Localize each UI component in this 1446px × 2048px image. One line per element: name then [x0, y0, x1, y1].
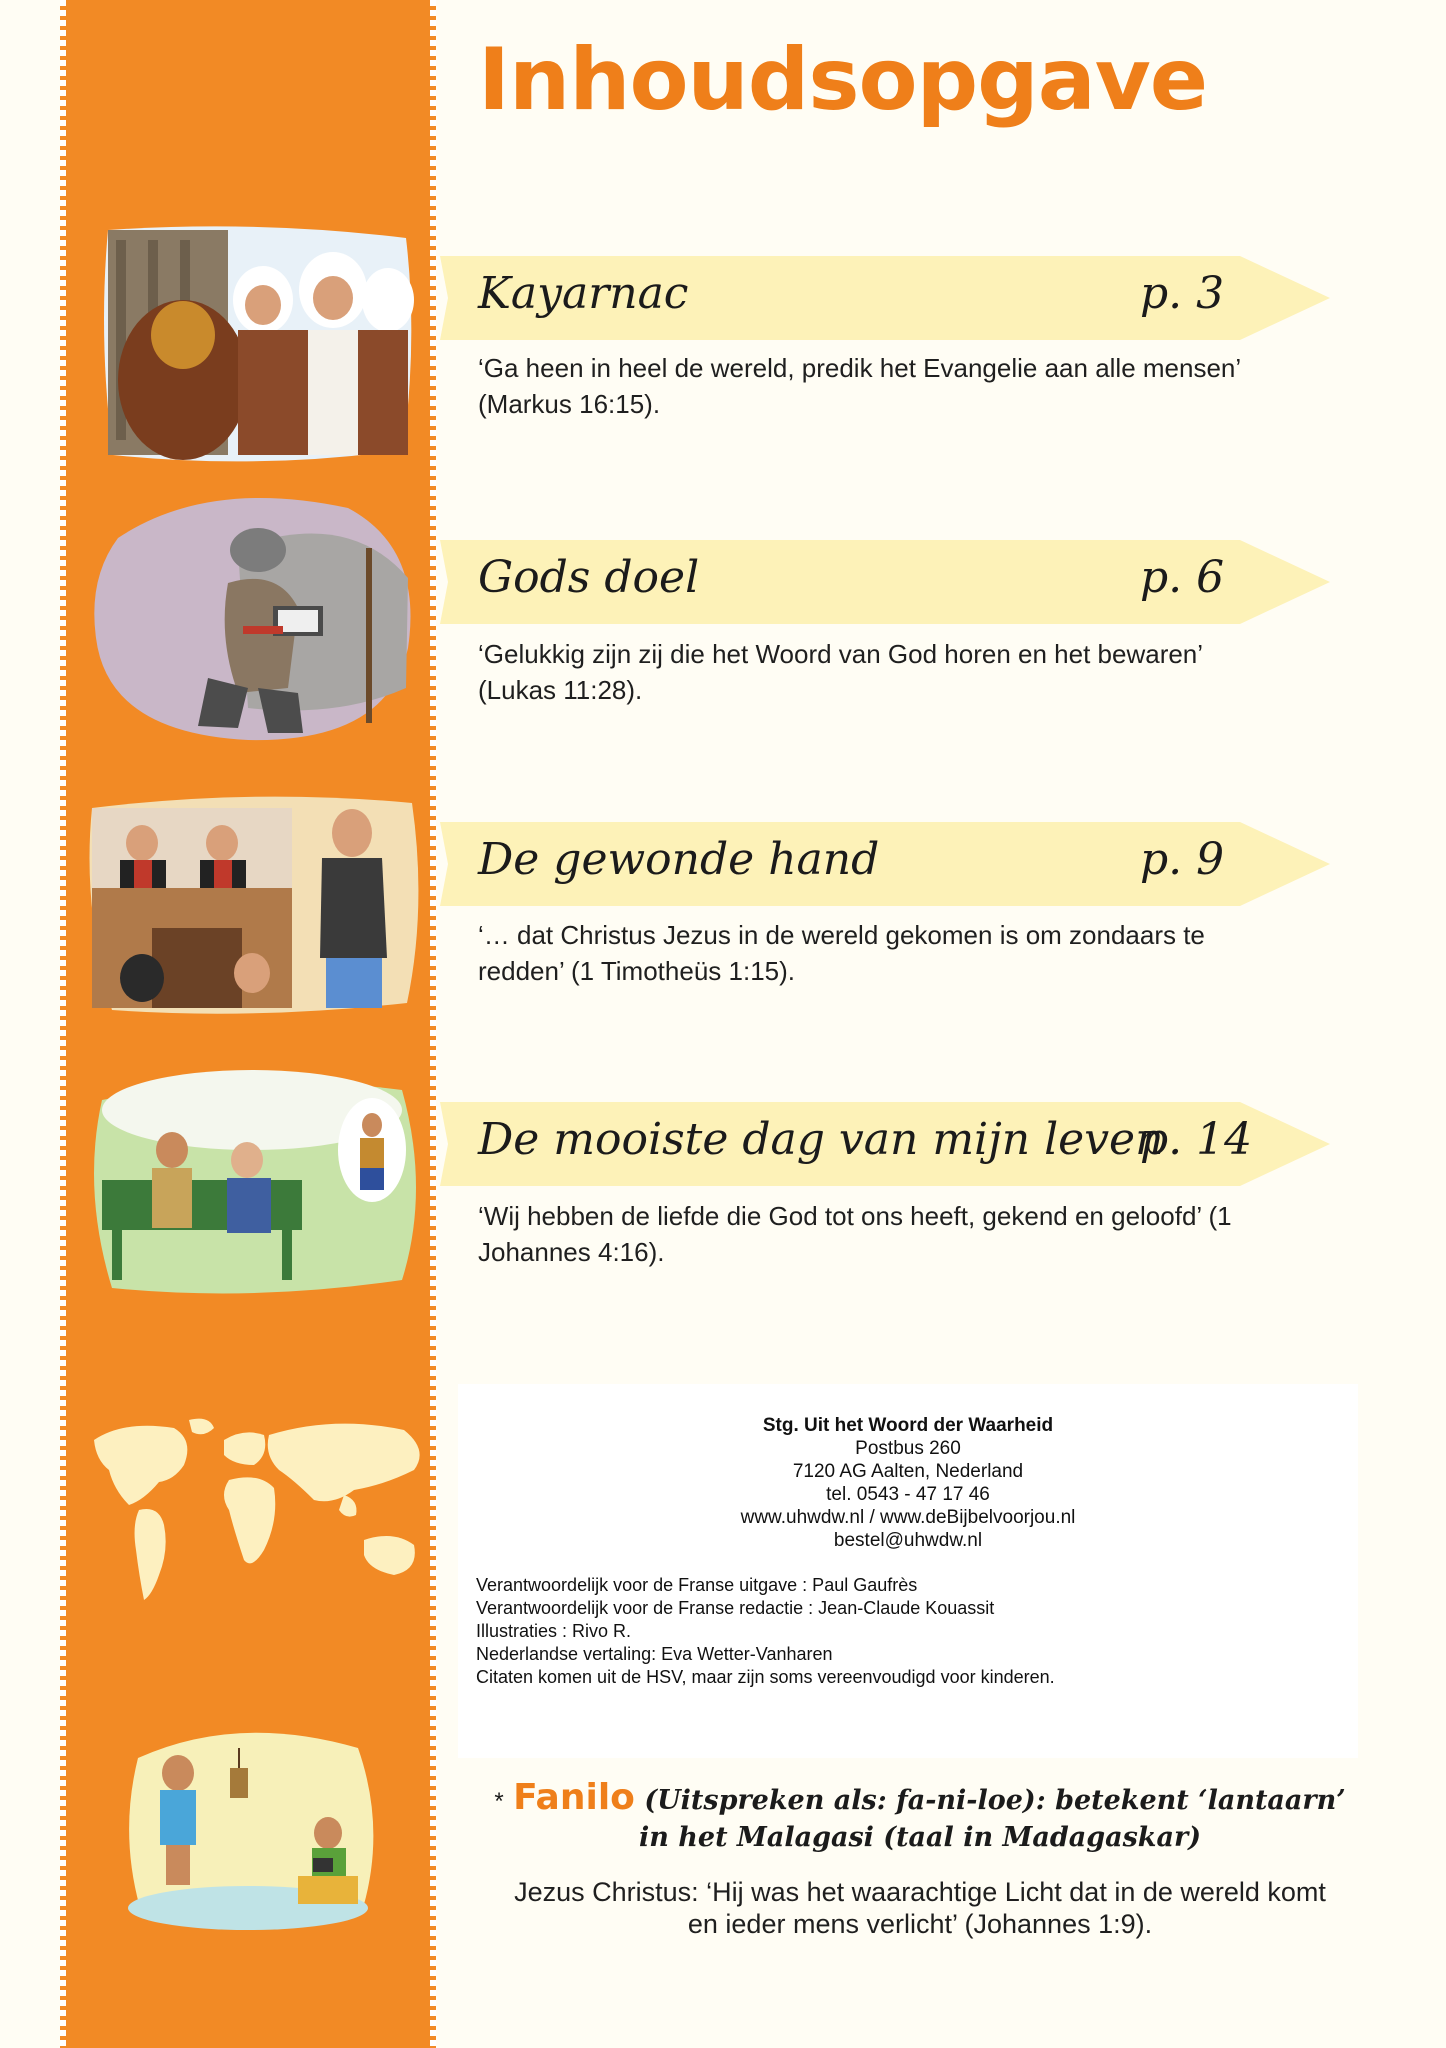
credit-line: Citaten komen uit de HSV, maar zijn soms vereenvoudigd voor kinderen. [476, 1667, 1055, 1687]
publisher-info-box [458, 1384, 1358, 1758]
illustration-kayarnac [88, 220, 418, 468]
toc-entry-verse: ‘Ga heen in heel de wereld, predik het Evangelie aan alle mensen’ (Markus 16:15). [478, 353, 1241, 419]
page-title: Inhoudsopgave [478, 30, 1208, 130]
publisher-postbus: Postbus 260 [855, 1438, 961, 1459]
toc-entry-banner-3[interactable] [440, 822, 1330, 906]
credit-line: Verantwoordelijk voor de Franse redactie : Jean-Claude Kouassit [476, 1598, 995, 1618]
credit-line: Nederlandse vertaling: Eva Wetter-Vanharen [476, 1644, 833, 1664]
fanilo-word: Fanilo [513, 1777, 635, 1818]
toc-entry-page: p. 9 [1140, 834, 1225, 885]
toc-entry-banner-1[interactable] [440, 256, 1330, 340]
publisher-websites[interactable]: www.uhwdw.nl / www.deBijbelvoorjou.nl [740, 1507, 1076, 1528]
toc-entry-banner-4[interactable] [440, 1102, 1330, 1186]
credit-line: Verantwoordelijk voor de Franse uitgave : Paul Gaufrès [476, 1575, 918, 1595]
toc-entry-verse: ‘… dat Christus Jezus in de wereld gekomen is om zondaars te redden’ (1 Timotheüs 1:15). [478, 920, 1205, 986]
toc-entry-verse: ‘Wij hebben de liefde die God tot ons heeft, gekend en geloofd’ (1 Johannes 4:16). [478, 1201, 1232, 1267]
closing-verse-line: en ieder mens verlicht’ (Johannes 1:9). [687, 1909, 1153, 1939]
toc-entry-title: De gewonde hand [478, 834, 880, 885]
toc-entry-title: Gods doel [478, 552, 700, 603]
toc-entry-page: p. 6 [1140, 552, 1225, 603]
publisher-name: Stg. Uit het Woord der Waarheid [762, 1415, 1054, 1436]
illustration-fanilo [118, 1718, 380, 1933]
credits-list [476, 1574, 1055, 1689]
fanilo-language: in het Malagasi (taal in Madagaskar) [638, 1822, 1202, 1853]
closing-verse-line: Jezus Christus: ‘Hij was het waarachtige Licht dat in de wereld komt [514, 1877, 1326, 1907]
publisher-address [458, 1414, 1358, 1552]
toc-entry-verse: ‘Gelukkig zijn zij die het Woord van God horen en het bewaren’ (Lukas 11:28). [478, 639, 1203, 705]
asterisk: * [494, 1788, 504, 1815]
world-map-icon [84, 1410, 434, 1610]
credit-line: Illustraties : Rivo R. [476, 1621, 632, 1641]
sidebar-dotted-border-right [430, 0, 436, 2048]
illustration-de-mooiste-dag [82, 1070, 430, 1300]
toc-entry-banner-2[interactable] [440, 540, 1330, 624]
illustration-gods-doel [88, 488, 418, 750]
closing-verse [470, 1876, 1370, 1940]
toc-entry-page: p. 14 [1140, 1114, 1253, 1165]
toc-entry-title: Kayarnac [478, 268, 689, 319]
toc-entry-title: De mooiste dag van mijn leven [478, 1114, 1164, 1165]
toc-entry-page: p. 3 [1140, 268, 1225, 319]
publisher-phone: tel. 0543 - 47 17 46 [826, 1484, 990, 1505]
fanilo-explanation [470, 1777, 1370, 1856]
publisher-email[interactable]: bestel@uhwdw.nl [833, 1530, 983, 1551]
fanilo-pronunciation: (Uitspreken als: fa-ni-loe): betekent ‘lantaarn’ [644, 1785, 1346, 1816]
sidebar-dotted-border-left [60, 0, 66, 2048]
illustration-de-gewonde-hand [82, 788, 424, 1018]
publisher-city: 7120 AG Aalten, Nederland [792, 1461, 1024, 1482]
